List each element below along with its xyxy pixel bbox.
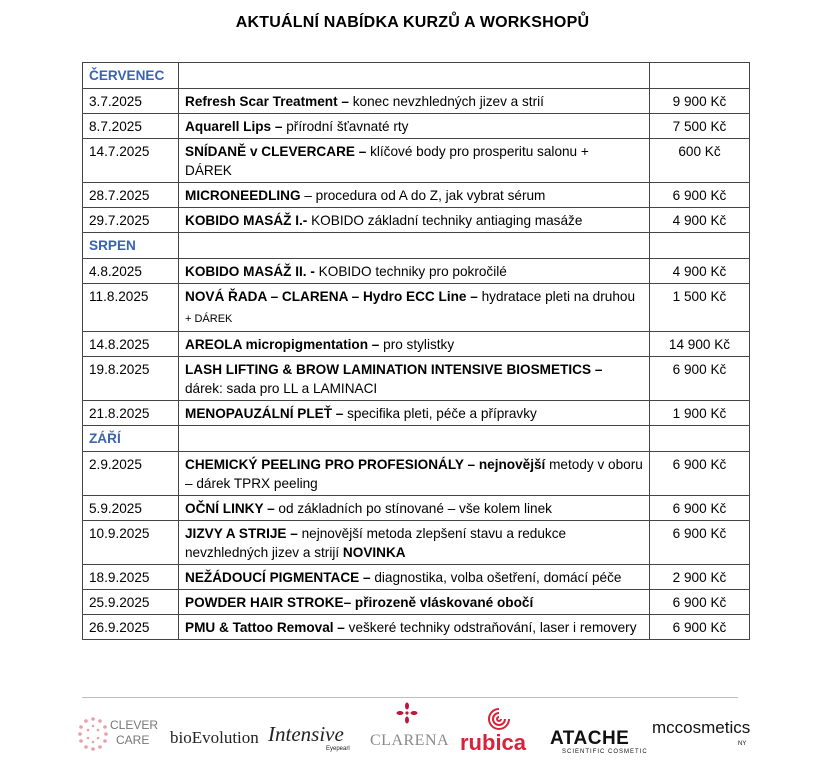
course-detail: metody v oboru – dárek TPRX peeling (185, 457, 643, 491)
course-description (179, 89, 650, 114)
course-detail: KOBIDO základní techniky antiaging masáže (307, 213, 583, 228)
course-description (179, 615, 650, 640)
course-price: 1 900 Kč (650, 401, 750, 426)
course-price: 6 900 Kč (650, 521, 750, 565)
empty-cell (650, 233, 750, 259)
course-description (179, 401, 650, 426)
month-name: SRPEN (83, 233, 179, 259)
course-price: 6 900 Kč (650, 452, 750, 496)
table-row (83, 565, 750, 590)
footer-divider (82, 697, 738, 698)
course-date: 25.9.2025 (83, 590, 179, 615)
course-highlight: NOVINKA (342, 545, 406, 560)
course-price: 6 900 Kč (650, 496, 750, 521)
course-price: 6 900 Kč (650, 357, 750, 401)
course-date: 4.8.2025 (83, 259, 179, 284)
course-description (179, 284, 650, 332)
course-name: KOBIDO MASÁŽ II. - (185, 264, 315, 279)
table-row (83, 139, 750, 183)
course-description (179, 496, 650, 521)
clevercare-emblem-icon (78, 716, 108, 752)
course-name: NOVÁ ŘADA – CLARENA – Hydro ECC Line – (185, 289, 478, 304)
bioevolution-logo (170, 708, 260, 764)
course-date: 26.9.2025 (83, 615, 179, 640)
course-detail: diagnostika, volba ošetření, domácí péče (370, 570, 622, 585)
course-name: Refresh Scar Treatment – (185, 94, 349, 109)
course-description (179, 590, 650, 615)
course-description (179, 259, 650, 284)
course-description (179, 357, 650, 401)
course-date: 3.7.2025 (83, 89, 179, 114)
table-row (83, 208, 750, 233)
rubica-logo (460, 708, 542, 764)
course-price: 14 900 Kč (650, 332, 750, 357)
course-name: Aquarell Lips – (185, 119, 283, 134)
course-name: AREOLA micropigmentation – (185, 337, 380, 352)
course-name: PMU & Tattoo Removal – (185, 620, 345, 635)
course-name: MENOPAUZÁLNÍ PLEŤ – (185, 406, 344, 421)
empty-cell (650, 63, 750, 89)
month-name: ZÁŘÍ (83, 426, 179, 452)
clevercare-text-1: CLEVER (110, 718, 159, 732)
table-row (83, 114, 750, 139)
course-price: 4 900 Kč (650, 259, 750, 284)
course-name: KOBIDO MASÁŽ I.- (185, 213, 308, 228)
course-date: 29.7.2025 (83, 208, 179, 233)
table-row (83, 89, 750, 114)
course-description (179, 332, 650, 357)
course-description (179, 139, 650, 183)
mccosmetics-subtext: NY (738, 741, 747, 747)
course-detail: klíčové body pro prosperitu salonu + (366, 144, 589, 159)
course-table-body (83, 63, 750, 640)
course-description (179, 183, 650, 208)
course-name: OČNÍ LINKY – (185, 501, 275, 516)
table-row (83, 259, 750, 284)
table-row (83, 521, 750, 565)
partner-logos (76, 708, 756, 764)
mccosmetics-text: mccosmetics (652, 718, 751, 737)
empty-cell (179, 426, 650, 452)
course-detail: pro stylistky (379, 337, 455, 352)
course-price: 9 900 Kč (650, 89, 750, 114)
course-detail: hydratace pleti na druhou (477, 289, 636, 304)
course-detail: dárek: sada pro LL a LAMINACI (185, 381, 378, 396)
course-detail: veškeré techniky odstraňování, laser i removery (344, 620, 637, 635)
clarena-logo (370, 708, 448, 764)
intensive-subtext: Eyepearl (326, 746, 350, 752)
rubica-swirl-icon (486, 706, 512, 732)
intensive-logo (268, 708, 358, 764)
course-name: JIZVY A STRIJE – (185, 526, 298, 541)
month-header-row (83, 426, 750, 452)
clevercare-text-2: CARE (116, 733, 150, 747)
course-date: 2.9.2025 (83, 452, 179, 496)
course-price: 2 900 Kč (650, 565, 750, 590)
course-description (179, 208, 650, 233)
bioevolution-text: bioEvolution (170, 728, 259, 747)
month-header-row (83, 63, 750, 89)
course-description (179, 521, 650, 565)
table-row (83, 590, 750, 615)
course-detail: konec nevzhledných jizev a strií (348, 94, 544, 109)
course-name: NEŽÁDOUCÍ PIGMENTACE – (185, 570, 371, 585)
course-date: 21.8.2025 (83, 401, 179, 426)
month-name: ČERVENEC (83, 63, 179, 89)
course-price: 6 900 Kč (650, 183, 750, 208)
course-detail: od základních po stínované – vše kolem linek (274, 501, 552, 516)
course-price: 6 900 Kč (650, 590, 750, 615)
table-row (83, 284, 750, 332)
course-detail-line2: DÁREK (185, 163, 232, 178)
course-price: 1 500 Kč (650, 284, 750, 332)
course-date: 14.7.2025 (83, 139, 179, 183)
course-description (179, 452, 650, 496)
table-row (83, 332, 750, 357)
clevercare-logo (76, 708, 159, 764)
empty-cell (179, 233, 650, 259)
empty-cell (650, 426, 750, 452)
course-name: MICRONEEDLING (185, 188, 301, 203)
month-header-row (83, 233, 750, 259)
course-detail: nejnovější metoda zlepšení stavu a redukce nevzhledných jizev a strijí (185, 526, 567, 560)
atache-text: ATACHE (550, 728, 630, 749)
course-date: 14.8.2025 (83, 332, 179, 357)
page-title: AKTUÁLNÍ NABÍDKA KURZŮ A WORKSHOPŮ (235, 14, 590, 31)
course-detail: – procedura od A do Z, jak vybrat sérum (300, 188, 546, 203)
course-name: SNÍDANĚ v CLEVERCARE – (185, 144, 367, 159)
course-price: 600 Kč (650, 139, 750, 183)
atache-subtext: SCIENTIFIC COSMETIC (562, 749, 648, 755)
course-date: 5.9.2025 (83, 496, 179, 521)
table-row (83, 496, 750, 521)
course-date: 18.9.2025 (83, 565, 179, 590)
course-name: LASH LIFTING & BROW LAMINATION INTENSIVE BIOSMETICS – (185, 362, 603, 377)
intensive-text: Intensive (268, 722, 344, 746)
table-row (83, 357, 750, 401)
course-price: 4 900 Kč (650, 208, 750, 233)
course-date: 28.7.2025 (83, 183, 179, 208)
course-date: 8.7.2025 (83, 114, 179, 139)
course-description (179, 114, 650, 139)
clarena-flower-icon (396, 702, 418, 724)
course-detail: specifika pleti, péče a přípravky (343, 406, 537, 421)
table-row (83, 615, 750, 640)
mccosmetics-logo (652, 708, 752, 764)
course-table (82, 62, 750, 640)
table-row (83, 452, 750, 496)
clarena-text: CLARENA (370, 732, 450, 749)
course-price: 7 500 Kč (650, 114, 750, 139)
rubica-text: rubica (460, 730, 527, 755)
table-row (83, 183, 750, 208)
table-row (83, 401, 750, 426)
empty-cell (179, 63, 650, 89)
course-name: POWDER HAIR STROKE– přirozeně vláskované obočí (185, 595, 534, 610)
course-description (179, 565, 650, 590)
course-name: CHEMICKÝ PEELING PRO PROFESIONÁLY – nejnovější (185, 457, 546, 472)
course-price: 6 900 Kč (650, 615, 750, 640)
course-date: 10.9.2025 (83, 521, 179, 565)
course-gift-note: + DÁREK (185, 313, 233, 325)
course-detail: KOBIDO techniky pro pokročilé (314, 264, 507, 279)
course-detail: přírodní šťavnaté rty (282, 119, 409, 134)
atache-logo (550, 708, 648, 764)
course-date: 19.8.2025 (83, 357, 179, 401)
course-date: 11.8.2025 (83, 284, 179, 332)
